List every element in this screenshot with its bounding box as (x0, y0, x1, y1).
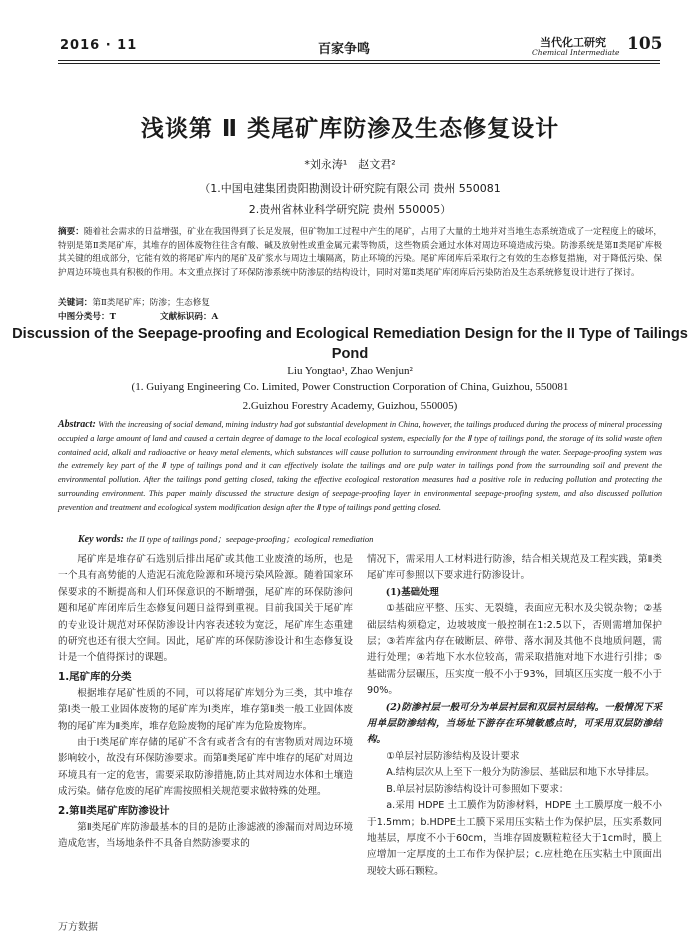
abstract-en-label: Abstract (58, 419, 93, 430)
journal-name-en: Chemical Intermediate (532, 48, 620, 57)
affiliation-en-2: 2.Guizhou Forestry Academy, Guizhou, 550005) (242, 400, 458, 412)
affiliation-en-1: (1. Guiyang Engineering Co. Limited, Power Construction Corporation of China, Guizhou, 550081 (131, 381, 569, 393)
title-cn: 浅谈第 Ⅱ 类尾矿库防渗及生态修复设计 (140, 116, 560, 142)
paragraph: ①单层衬层防渗结构及设计要求 (386, 750, 520, 762)
paragraph: 由于Ⅰ类尾矿库存储的尾矿不含有或者含有的有害物质对周边环境影响较小，故没有环保防渗要求。而第Ⅱ类尾矿库中堆存的尾矿对周边环境具有一定的危害，需要采取防渗措施,防止其对周边水体和土壤造成污染。储存危废的尾矿库需按照相关规范要求做特殊的处理。 (58, 737, 353, 798)
header-divider-thin (58, 63, 660, 64)
paragraph: 情况下，需采用人工材料进行防渗，结合相关规范及工程实践，第Ⅱ类尾矿库可参照以下要求进行防渗设计。 (367, 554, 662, 582)
abstract-en-text: With the increasing of social demand, mining industry had got substantial development in China, however, the tailings produced during the process of mineral processing occupied a large amount of land and caused a certain degree of damage to the local ecological system, especially for the Ⅱ type of tailings pond, the storage of its solid waste often contained acid, alkali and radioactive or heavy metal elements, which substances will cause pollution to surrounding environment through the water. Seepage-proofing system was the extremely key part of the Ⅱ type of tailings pond and it can effectively isolate the tailings and ore pulp water in tailings pond from the surrounding soil and prevent the environmental pollution. After the tailings pond getting closed, taking the effective ecological restoration measures had a positive role in reducing pollution and protecting the surrounding environment. This paper mainly discussed the structure design of seepage-proofing layer in environmental seepage-proofing system, and also discussed pollution prevention and treatment and ecological system modification design after the Ⅱ type of tailings pond getting closed. (58, 420, 662, 512)
paragraph: 根据堆存尾矿性质的不同，可以将尾矿库划分为三类，其中堆存第Ⅰ类一般工业固体废物的尾矿库为Ⅰ类库，堆存第Ⅱ类一般工业固体废物的尾矿库为Ⅱ类库，堆存危险废物的尾矿库为危险废物库。 (58, 687, 353, 732)
paragraph: a.采用 HDPE 土工膜作为防渗材料，HDPE 土工膜厚度一般不小于1.5mm；b.HDPE土工膜下采用压实粘土作为保护层，压实系数同地基层，厚度不小于60cm，当堆存固废颗粒粒径大于1cm时，膜上应增加一定厚度的土工布作为保护层；c.应杜绝在压实粘土中顶面出现较大砾石颗粒。 (367, 800, 662, 877)
issue-date: 2016 · 11 (60, 38, 138, 53)
paragraph: ①基础应平整、压实、无裂缝，表面应无积水及尖锐杂物；②基础层结构须稳定，边坡坡度一般控制在1:2.5以下，否则需增加保护层；③若库盆内存在破断层、碎带、落水洞及其他不良地质问题，需进行处理；④若地下水水位较高，需采取措施对地下水进行引排；⑤基础需分层碾压，压实度一般不小于93%，回填区压实度一般不小于90%。 (367, 603, 662, 697)
abstract-cn (58, 226, 662, 280)
paragraph: 第Ⅱ类尾矿库防渗最基本的目的是防止渗滤液的渗漏而对周边环境造成危害，当场地条件不具备自然防渗要求的 (58, 821, 353, 850)
section-heading-1: 1.尾矿库的分类 (58, 670, 132, 683)
journal-name-cn: 当代化工研究 (540, 36, 606, 49)
footer-watermark: 万方数据 (58, 922, 98, 933)
abstract-cn-label: 摘要： (58, 227, 84, 237)
paragraph-bold: (2)防渗衬层一般可分为单层衬层和双层衬层结构。一般情况下采用单层防渗结构，当场址下游存在环境敏感点时，可采用双层防渗结构。 (367, 701, 662, 746)
keywords-en-text: the II type of tailings pond；seepage-proofing；ecological remediation (126, 534, 374, 544)
keywords-en-label: Key words (78, 534, 121, 545)
keywords-cn-text: 第Ⅱ类尾矿库；防渗；生态修复 (92, 298, 210, 308)
subsection-heading: (1)基础处理 (385, 586, 439, 598)
page-number: 105 (627, 34, 663, 54)
keywords-cn-label: 关键词： (58, 298, 93, 308)
affiliation-cn-2: 2.贵州省林业科学研究院 贵州 550005） (248, 203, 452, 216)
abstract-cn-text: 随着社会需求的日益增强，矿业在我国得到了长足发展，但矿物加工过程中产生的尾矿，占用了大量的土地并对当地生态系统造成了一定程度上的破坏，特别是第Ⅱ类尾矿库，其堆存的固体废物往往含有酸、碱及放射性或重金属元素等物质，这些物质会通过水体对周边环境造成污染。防渗系统是第Ⅱ类尾矿库极其关键的组成部分，它能有效的将尾矿库内的尾矿及矿浆水与周边土壤隔离，防止环境的污染。尾矿库闭库后采取行之有效的生态修复措施，对于降低污染、保护周边环境也具有积极的作用。本文重点探讨了环保防渗系统中防渗层的结构设计，同时对第Ⅱ类尾矿库闭库后污染防治及生态系统修复设计进行了探讨。 (58, 227, 662, 278)
keywords-en: Key words: the II type of tailings pond；seepage-proofing；ecological remediation (78, 534, 374, 545)
column-name: 百家争鸣 (318, 42, 371, 57)
header-divider (58, 60, 660, 61)
body-left-column (58, 552, 353, 853)
doc-code: 文献标识码：A (159, 312, 219, 322)
paragraph: A.结构层次从上至下一般分为防渗层、基础层和地下水导排层。 (386, 767, 655, 779)
classification (58, 310, 662, 322)
paragraph: B.单层衬层防渗结构设计可参照如下要求： (386, 783, 569, 795)
keywords-cn (58, 296, 662, 308)
intro-paragraph: 尾矿库是堆存矿石选别后排出尾矿或其他工业废渣的场所，也是一个具有高势能的人造泥石流危险源和环境污染风险源。随着国家环保要求的不断提高和人们环保意识的不断增强，尾矿库的环保防渗问题和尾矿库闭库后生态修复问题日益得到重视。目前我国关于尾矿库的专业设计规范对环保防渗设计内容表述较为宽泛，尾矿库生态重建的研究也还有很大空间。因此，尾矿库的环保防渗设计和生态修复设计是一个值得探讨的课题。 (58, 554, 353, 664)
affiliation-cn-1: （1.中国电建集团贵阳勘测设计研究院有限公司 贵州 550081 (199, 182, 501, 195)
abstract-en: Abstract: With the increasing of social demand, mining industry had got substantial development in China, however, the tailings produced during the process of mineral processing occupied a large amount of land and caused a certain degree of damage to the local ecological system, especially for the Ⅱ type of tailings pond, the storage of its solid waste often contained acid, alkali and radioactive or heavy metal elements, which substances will cause pollution to surrounding environment through the water. Seepage-proofing system was the extremely key part of the Ⅱ type of tailings pond and it can effectively isolate the tailings and ore pulp water in tailings pond from the surrounding soil and prevent the environmental pollution. After the tailings pond getting closed, taking the effective ecological restoration measures had a positive role in reducing pollution and protecting the surrounding environment. This paper mainly discussed the structure design of seepage-proofing layer in environmental seepage-proofing system, and also discussed pollution prevention and treatment and ecological system modification design after the Ⅱ type of tailings pond getting closed. (58, 419, 662, 512)
body-right-column (367, 552, 662, 880)
authors-en: Liu Yongtao¹, Zhao Wenjun² (287, 365, 413, 377)
clc-number: 中图分类号：T (58, 312, 116, 322)
title-en: Discussion of the Seepage-proofing and Ecological Remediation Design for the II Type of Tailings Pond (12, 326, 688, 362)
authors-cn: *刘永涛¹ 赵文君² (304, 158, 396, 171)
section-heading-2: 2.第Ⅱ类尾矿库防渗设计 (58, 804, 170, 817)
